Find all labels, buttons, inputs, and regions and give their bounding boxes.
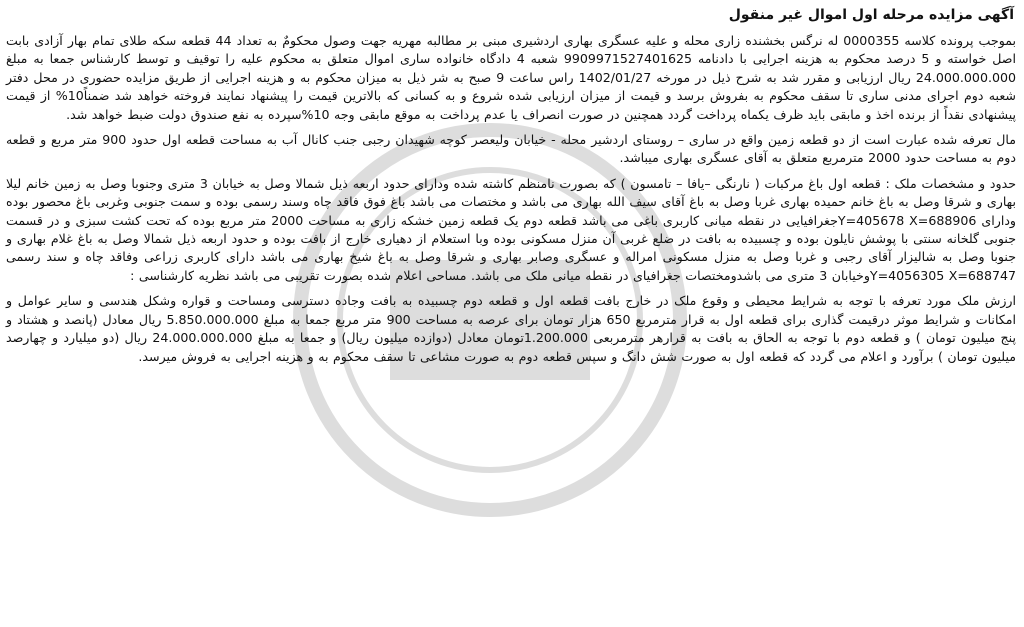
notice-document xyxy=(6,4,1016,622)
paragraph-valuation: ارزش ملک مورد تعرفه با توجه به شرایط محیطی و وقوع ملک در خارج بافت قطعه اول و قطعه دوم چسبیده به بافت وجاده دسترسی ومساحت و قواره وشکل هندسی و سایر عوامل و امکانات و شرایط موثر درقیمت گذاری برای قطعه اول به قرار مترمربع 650 هزار تومان برای عرصه به مساحت 900 متر مربع جمعا به مبلغ 5.850.000.000 ریال معادل (پانصد و هشتاد و پنج میلیون تومان ) و قطعه دوم با توجه به الحاق به بافت به قرارهر مترمربعی 1.200.000تومان معادل (دوازده میلیون ریال) و جمعا به مبلغ 24.000.000.000 ریال (دو میلیارد و چهارصد میلیون تومان ) برآورد و اعلام می گردد که قطعه اول به صورت شش دانگ و سپس قطعه دوم به صورت مشاعی تا سقف محکوم به و هزینه اجرایی به فروش میرسد. xyxy=(6,293,1016,364)
paragraph-property-description: مال تعرفه شده عبارت است از دو قطعه زمین واقع در ساری – روستای اردشیر محله - خیابان ولیعصر کوچه شهیدان رجبی جنب کانال آب به مساحت قطعه اول حدود 900 متر مربع و قطعه دوم به مساحت حدود 2000 مترمربع متعلق به آقای عسگری بهاری میباشد. xyxy=(6,132,1017,166)
paragraph-auction-terms: بموجب پرونده کلاسه 0000355 له نرگس بخشنده زاری محله و علیه عسگری بهاری اردشیری مبنی بر مطالبه مهریه جهت وصول محکومٌ به تعداد 44 قطعه سکه طلای تمام بهار آزادی بابت اصل خواسته و 5 درصد محکوم به هزینه اجرایی با دادنامه 9909971527401625 شعبه 4 دادگاه خانواده ساری اموال متعلق به محکوم علیه را توقیف و توسط کارشناس جمعا به مبلغ 24.000.000.000 ریال ارزیابی و مقرر شد به شرح ذیل در مورخه 1402/01/27 راس ساعت 9 صبح به شر ذیل به میزان محکوم به و هزینه اجرایی از طریق مزایده حضوری در محل دفتر شعبه دوم اجرای مدنی ساری تا سقف محکوم به بفروش برسد و قیمت از میزان ارزیابی شده شروع و به کسانی که بالاترین قیمت را پیشنهاد نمایند فروخته خواهد شد ضمناً10% از قیمت پیشنهادی نقداً از برنده اخذ و مابقی باید ظرف یکماه پرداخت گردد همچنین در صورت انصراف یا عدم پرداخت به موقع مابقی وجه 10%سپرده به نفع صندوق دولت ضبط خواهد شد. xyxy=(6,33,1016,122)
notice-title: آگهی مزایده مرحله اول اموال غیر منقول xyxy=(728,7,1014,23)
paragraph-boundaries-specs: حدود و مشخصات ملک : قطعه اول باغ مرکبات ( نارنگی –یافا – تامسون ) که بصورت نامنظم کاشته شده ودارای حدود اربعه ذیل شمالا وصل به خیابان 3 متری وجنوبا وصل به زمین خانم لیلا بهاری و شرقا وصل به باغ خانم حمیده بهاری غربا وصل به باغ آقای سیف الله بهاری می باشد و مختصات می باشد باغ فوق فاقد چاه وسند رسمی بوده و سمت جنوبی وغربی باغ محصور بوده ودارای Y=405678 X=688906جغرافیایی در نقطه میانی کاربری باغی می باشد قطعه دوم یک قطعه زمین خشکه زاری به مساحت 2000 متر مربع بوده که تحت کشت سبزی و در قسمت جنوبی گلخانه سنتی با پوشش نایلون بوده و چسبیده به بافت در ضلع غربی آن منزل مسکونی بوده وبا استعلام از دهیاری خارج از بافت بوده و حدود اربعه ذیل شمالا وصل به باغ غلام بهاری و جنوبا وصل به شالیزار آقای رجبی و غربا وصل به منزل مسکونی امراله و عسگری وصابر بهاری و شرقا وصل به باغ شیخ بهاری می باشد دارای کاربری زراعی وفاقد چاه و سند رسمی Y=4056305 X=688747وخیابان 3 متری می باشدومختصات جغرافیای در نقطه میانی ملک می باشد. مساحی اعلام شده بصورت تقریبی می باشد نظریه کارشناسی : xyxy=(6,175,1017,283)
